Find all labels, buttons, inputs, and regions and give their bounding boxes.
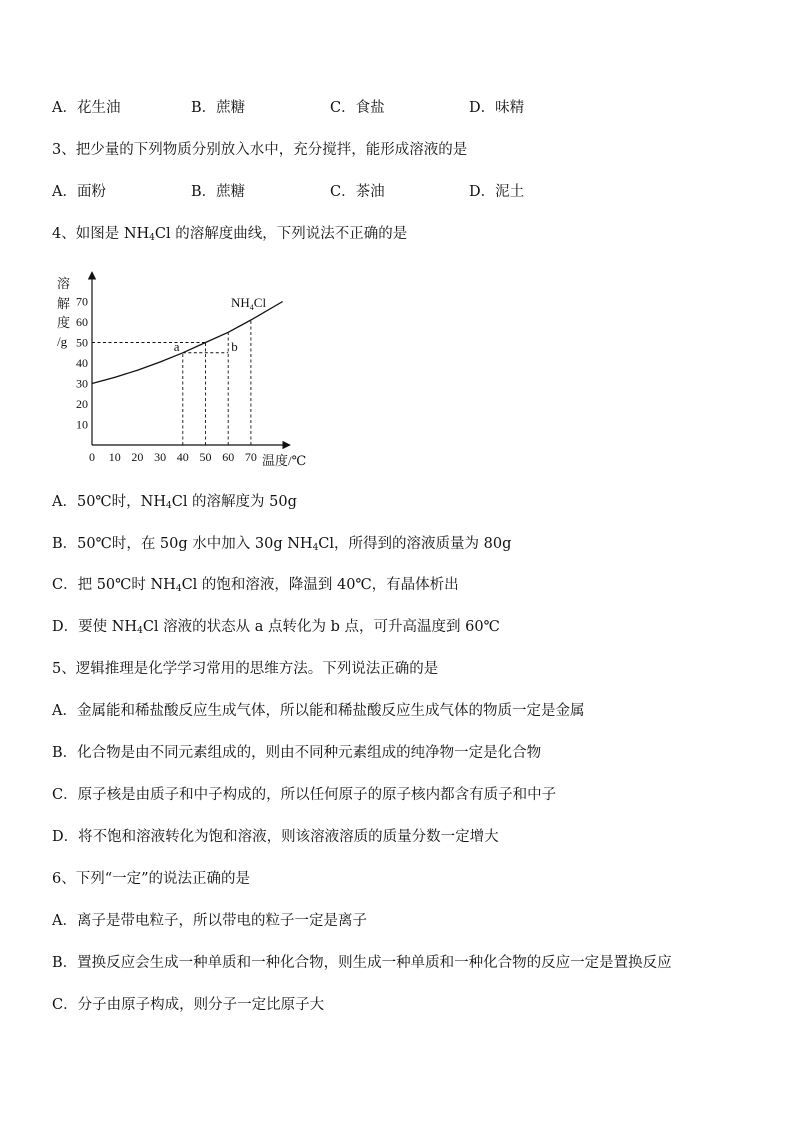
x-tick-labels: [89, 450, 257, 464]
q5-option-a: A．金属能和稀盐酸反应生成气体，所以能和稀盐酸反应生成气体的物质一定是金属: [52, 703, 585, 719]
q4-option-c: C．把 50℃时 $NH_4Cl$ 的饱和溶液，降温到 40℃，有晶体析出: [52, 577, 459, 594]
q6-option-a: A．离子是带电粒子，所以带电的粒子一定是离子: [52, 913, 367, 929]
q4-option-d: D．要使 $NH_4Cl$ 溶液的状态从 a 点转化为 b 点，可升高温度到 60℃: [52, 619, 500, 636]
x-tick-label: 20: [131, 450, 144, 464]
q5-option-c: C．原子核是由质子和中子构成的，所以任何原子的原子核内都含有质子和中子: [52, 787, 557, 803]
y-tick-label: 70: [76, 294, 88, 309]
x-tick-label: 50: [199, 450, 212, 464]
point-label-a: a: [173, 338, 180, 354]
x-tick-label: 30: [154, 450, 167, 464]
q2-option-a: A．花生油: [52, 100, 121, 116]
q3-option-a: A．面粉: [52, 184, 106, 200]
y-tick-label: 30: [76, 376, 88, 391]
point-label-b: b: [231, 338, 238, 354]
x-tick-label: 70: [244, 450, 257, 464]
q5-option-b: B．化合物是由不同元素组成的，则由不同种元素组成的纯净物一定是化合物: [52, 745, 542, 761]
q4-stem: 4、如图是 $NH_4Cl$ 的溶解度曲线，下列说法不正确的是: [52, 226, 408, 243]
y-tick-label: 20: [76, 397, 88, 411]
y-tick-labels: [76, 295, 88, 432]
q3-stem: 3、把少量的下列物质分别放入水中，充分搅拌，能形成溶液的是: [52, 142, 468, 158]
q5-option-d: D．将不饱和溶液转化为饱和溶液，则该溶液溶质的质量分数一定增大: [52, 829, 499, 845]
q4-option-a: A．50℃时，$NH_4Cl$ 的溶解度为 50g: [52, 494, 297, 511]
q3-option-b: B．蔗糖: [191, 184, 246, 200]
x-axis-label: 温度/℃: [262, 453, 307, 468]
y-tick-label: 40: [76, 356, 88, 370]
y-tick-label: 60: [76, 315, 88, 329]
x-tick-label: 60: [222, 450, 235, 464]
q6-stem: 6、下列“一定”的说法正确的是: [52, 871, 251, 887]
y-tick-label: 50: [76, 335, 88, 350]
guide-lines: [92, 320, 251, 445]
q3-option-c: C．茶油: [330, 184, 385, 200]
q6-option-b: B．置换反应会生成一种单质和一种化合物，则生成一种单质和一种化合物的反应一定是置换反应: [52, 955, 672, 971]
y-tick-label: 10: [76, 417, 88, 432]
x-tick-label: 0: [89, 450, 95, 464]
y-axis-label-2: 解: [57, 296, 71, 311]
y-axis-label-3: 度: [57, 315, 71, 330]
q2-option-b: B．蔗糖: [191, 100, 246, 116]
series-label: $NH_4Cl$: [231, 295, 267, 312]
x-tick-label: 10: [108, 450, 121, 464]
q4-option-b: B．50℃时，在 50g 水中加入 30g $NH_4Cl$，所得到的溶液质量为 80g: [52, 536, 512, 553]
q3-option-d: D．泥土: [469, 184, 525, 200]
solubility-chart: [48, 262, 328, 474]
q2-option-c: C．食盐: [330, 100, 385, 116]
q5-stem: 5、逻辑推理是化学学习常用的思维方法。下列说法正确的是: [52, 661, 439, 677]
q6-option-c: C．分子由原子构成，则分子一定比原子大: [52, 997, 325, 1013]
x-tick-label: 40: [176, 450, 189, 464]
q2-option-d: D．味精: [469, 100, 525, 116]
y-axis-label-1: 溶: [57, 276, 71, 291]
y-axis-label-4: /g: [57, 334, 68, 349]
